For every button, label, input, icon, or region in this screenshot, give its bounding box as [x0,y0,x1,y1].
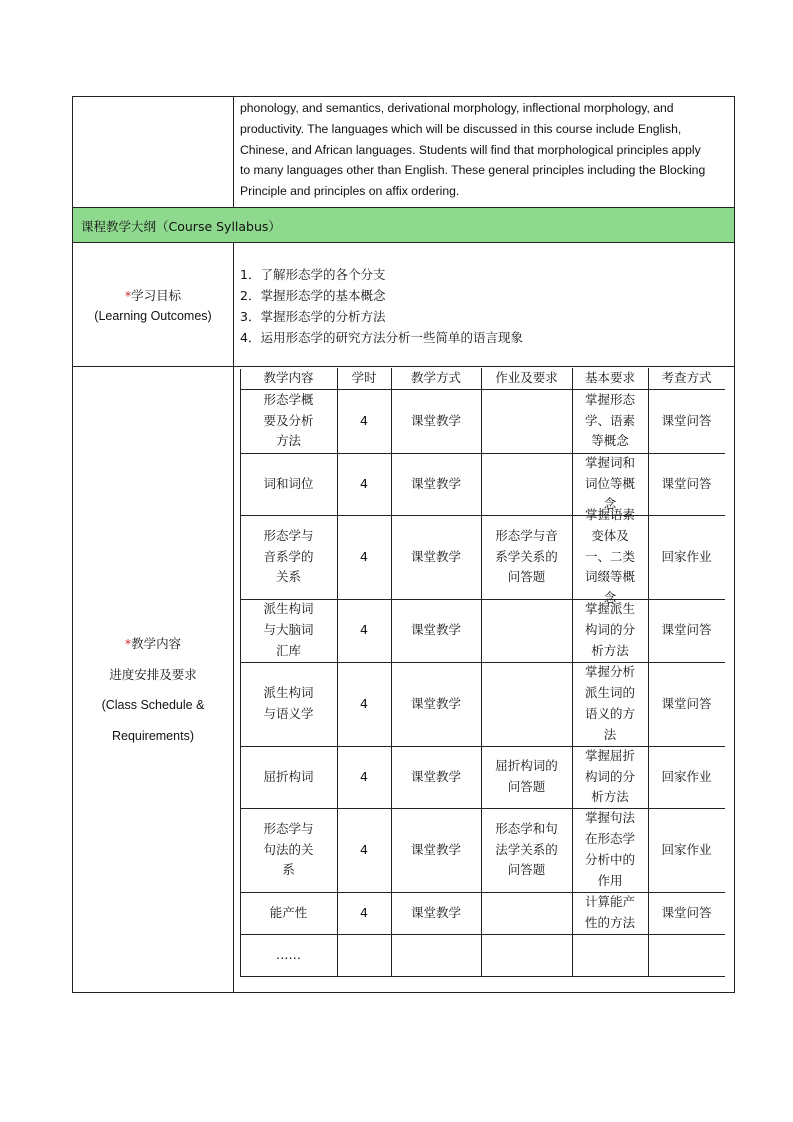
requirement-cell [572,662,648,746]
assessment-cell [648,599,725,662]
method-cell [391,808,481,892]
header-hours: 学时 [351,370,377,386]
hours-cell [337,808,391,892]
content-cell [240,934,337,976]
hours-cell-text: 4 [360,622,368,638]
content-cell [240,599,337,662]
hours-cell-text: 4 [360,841,368,857]
schedule-title-cn: 教学内容 [131,636,182,651]
content-cell [240,746,337,808]
requirement-cell-text: 掌握句法在形态学分析中的作用 [584,810,635,888]
method-cell [391,746,481,808]
content-cell [240,453,337,515]
assessment-cell-text: 回家作业 [661,841,712,857]
homework-cell [481,746,572,808]
learning-outcomes-title-cn: 学习目标 [131,288,182,303]
assessment-cell-text: 课堂问答 [661,904,712,920]
content-cell [240,662,337,746]
course-description-line: productivity. The languages which will be discussed in this course include English, [240,121,682,136]
label-column-divider [233,243,234,993]
method-cell [391,662,481,746]
hours-cell-text: 4 [360,548,368,564]
list-item: 1．了解形态学的各个分支 [240,267,386,282]
header-homework: 作业及要求 [495,370,558,386]
list-item: 4．运用形态学的研究方法分析一些简单的语言现象 [240,330,523,345]
assessment-cell-text: 课堂问答 [661,622,712,638]
requirement-cell-text: 掌握词和词位等概念 [584,454,635,512]
header-content: 教学内容 [263,370,314,386]
header-method: 教学方式 [410,370,461,386]
hours-cell-text: 4 [360,768,368,784]
assessment-cell-text: 课堂问答 [661,475,712,491]
required-marker: * [124,636,132,651]
hours-cell [337,453,391,515]
content-cell-text: 派生构词与语义学 [263,685,314,721]
content-cell-text: 词和词位 [263,475,314,491]
homework-cell-text: 屈折构词的问答题 [495,758,558,794]
syllabus-header-title: 课程教学大纲（Course Syllabus） [81,219,281,234]
content-cell-text: 能产性 [269,904,308,920]
assessment-cell-text: 回家作业 [661,768,712,784]
requirement-cell-text: 计算能产性的方法 [584,894,635,930]
label-column-divider [233,96,234,207]
content-cell [240,515,337,599]
content-cell-text: 屈折构词 [263,768,314,784]
requirement-cell [572,892,648,934]
method-cell [391,892,481,934]
method-cell-text: 课堂教学 [410,412,461,428]
method-cell-text: 课堂教学 [410,768,461,784]
list-item: 2．掌握形态学的基本概念 [240,288,386,303]
course-description [240,98,730,202]
schedule-title-en-2: Requirements) [112,729,194,743]
schedule-title-en-1: (Class Schedule & [101,698,205,712]
row-divider [72,366,735,367]
method-cell-text: 课堂教学 [410,475,461,491]
homework-cell-text: 形态学与音系学关系的问答题 [495,527,558,585]
requirement-cell-text: 掌握形态学、语素等概念 [584,391,635,449]
syllabus-header-row [73,207,734,243]
assessment-cell-text: 回家作业 [661,548,712,564]
assessment-cell [648,808,725,892]
hours-cell-text: 4 [360,904,368,920]
requirement-cell [572,599,648,662]
homework-cell-text: 形态学和句法学关系的问答题 [495,820,558,878]
learning-outcomes-label [73,285,233,327]
hours-cell-text: 4 [360,695,368,711]
learning-outcomes-title-en: (Learning Outcomes) [94,309,212,323]
assessment-cell [648,453,725,515]
requirement-cell [572,808,648,892]
schedule-title-cn-2: 进度安排及要求 [109,667,197,682]
hours-cell [337,515,391,599]
assessment-cell [648,662,725,746]
method-cell-text: 课堂教学 [410,695,461,711]
requirement-cell-text: 掌握分析派生词的语义的方法 [584,664,635,742]
content-cell [240,892,337,934]
schedule-row-line [240,976,725,977]
method-cell [391,453,481,515]
hours-cell [337,892,391,934]
method-cell-text: 课堂教学 [410,622,461,638]
hours-cell [337,599,391,662]
header-requirement: 基本要求 [584,370,635,386]
hours-cell-text: 4 [360,475,368,491]
method-cell [391,515,481,599]
assessment-cell [648,389,725,453]
assessment-cell-text: 课堂问答 [661,412,712,428]
method-cell-text: 课堂教学 [410,904,461,920]
learning-outcomes-list [240,264,523,348]
requirement-cell-text: 掌握屈折构词的分析方法 [584,747,635,805]
requirement-cell-text: 掌握派生构词的分析方法 [584,601,635,658]
content-cell-text: 形态学与句法的关系 [263,820,314,878]
required-marker: * [124,288,132,303]
content-cell [240,808,337,892]
schedule-label [73,628,233,752]
homework-cell [481,808,572,892]
requirement-cell [572,389,648,453]
hours-cell [337,389,391,453]
content-cell-text: 形态学与音系学的关系 [263,527,314,585]
course-description-line: Principle and principles on affix ordering. [240,184,460,199]
list-item: 3．掌握形态学的分析方法 [240,309,386,324]
course-description-line: to many languages other than English. These general principles including the Blocking [240,163,706,178]
method-cell [391,389,481,453]
hours-cell [337,662,391,746]
requirement-cell-text: 掌握语素变体及一、二类词缀等概念 [584,507,635,606]
assessment-cell [648,746,725,808]
assessment-cell [648,515,725,599]
assessment-cell-text: 课堂问答 [661,695,712,711]
requirement-cell [572,746,648,808]
assessment-cell [648,892,725,934]
homework-cell [481,515,572,599]
content-cell-text: 派生构词与大脑词汇库 [263,601,314,658]
course-description-line: Chinese, and African languages. Students will find that morphological principles apply [240,142,701,157]
method-cell-text: 课堂教学 [410,548,461,564]
content-cell [240,389,337,453]
content-cell-text: …… [276,946,301,962]
method-cell [391,599,481,662]
header-assessment: 考查方式 [661,370,712,386]
hours-cell-text: 4 [360,412,368,428]
course-description-line: phonology, and semantics, derivational morphology, inflectional morphology, and [240,101,674,115]
requirement-cell [572,507,648,606]
hours-cell [337,746,391,808]
content-cell-text: 形态学概要及分析方法 [263,391,314,449]
method-cell-text: 课堂教学 [410,841,461,857]
